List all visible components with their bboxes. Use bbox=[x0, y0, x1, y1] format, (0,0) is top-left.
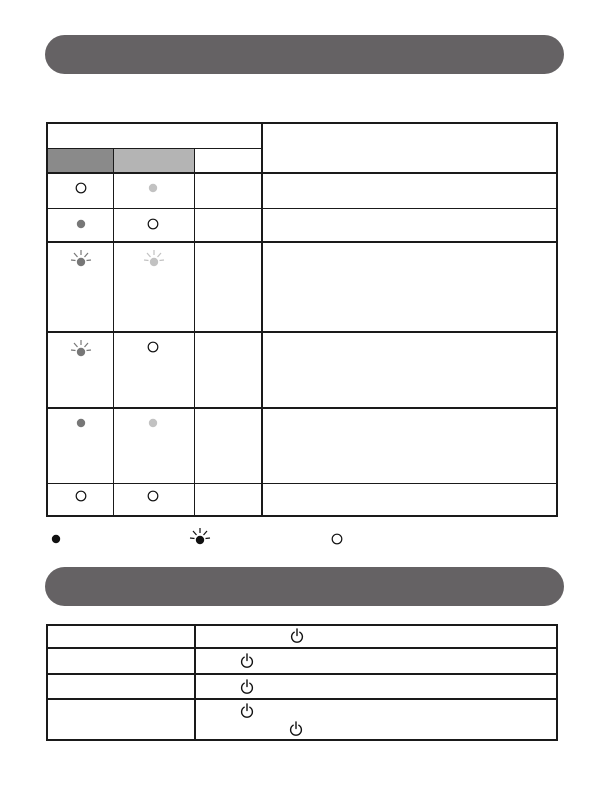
power-icon bbox=[240, 679, 254, 695]
blinking-light-icon bbox=[142, 249, 166, 269]
table-row bbox=[48, 484, 556, 515]
off-circle-icon bbox=[75, 490, 87, 502]
table-row bbox=[48, 649, 556, 673]
lit-light-dot-icon bbox=[148, 183, 158, 193]
section-banner-top bbox=[45, 35, 564, 74]
power-icon bbox=[240, 703, 254, 719]
blinking-dark-icon bbox=[69, 339, 93, 359]
lit-light-dot-icon bbox=[148, 418, 158, 428]
lit-dark-dot-icon bbox=[76, 418, 86, 428]
power-icon bbox=[290, 628, 304, 644]
off-circle-icon bbox=[75, 182, 87, 194]
table-row bbox=[48, 333, 556, 407]
table-row bbox=[48, 174, 556, 208]
power-icon bbox=[289, 721, 303, 737]
off-circle-icon bbox=[147, 218, 159, 230]
lit-dark-dot-icon bbox=[76, 219, 86, 229]
section-banner-bottom bbox=[45, 567, 564, 606]
header-blank bbox=[195, 149, 261, 172]
table-row bbox=[48, 626, 556, 647]
table-row bbox=[48, 243, 556, 331]
table-row bbox=[48, 409, 556, 483]
header-led-group bbox=[48, 124, 261, 148]
power-icon bbox=[240, 653, 254, 669]
open-circle-icon bbox=[331, 533, 343, 545]
off-circle-icon bbox=[147, 341, 159, 353]
header-description bbox=[263, 124, 556, 172]
header-led-1 bbox=[48, 149, 113, 172]
blinking-dot-icon bbox=[188, 527, 212, 547]
table-row bbox=[48, 209, 556, 241]
table-row bbox=[48, 675, 556, 698]
blinking-dark-icon bbox=[69, 249, 93, 269]
solid-dot-icon bbox=[51, 534, 61, 544]
off-circle-icon bbox=[147, 490, 159, 502]
table-row bbox=[48, 700, 556, 739]
header-led-2 bbox=[114, 149, 194, 172]
